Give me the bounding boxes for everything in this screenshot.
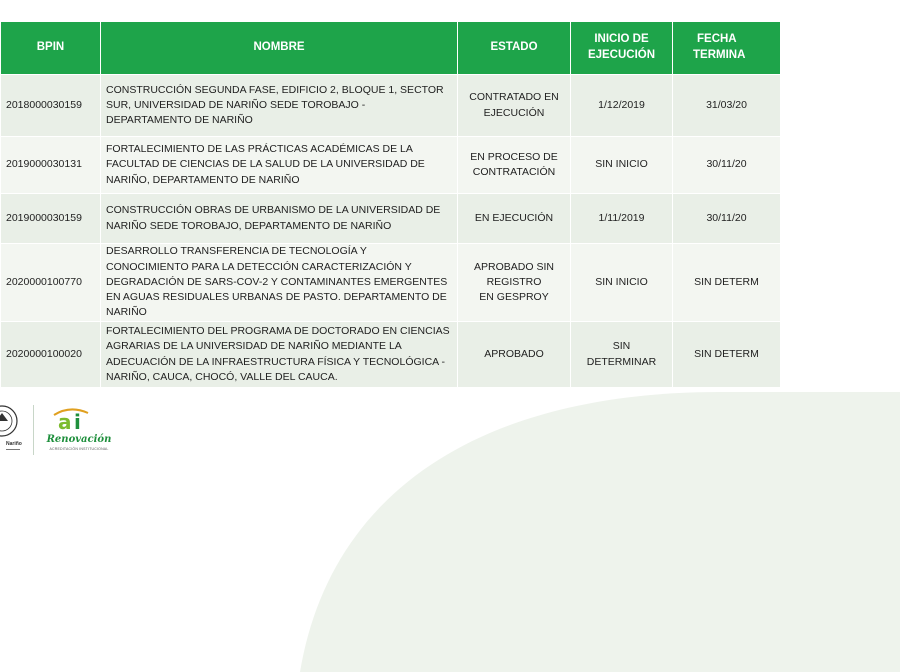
svg-text:Nariño: Nariño xyxy=(6,441,22,447)
nombre-cell: CONSTRUCCIÓN SEGUNDA FASE, EDIFICIO 2, BLOQUE 1, SECTOR SUR, UNIVERSIDAD DE NARIÑO SEDE TOROBAJO - DEPARTAMENTO DE NARIÑO xyxy=(101,75,458,137)
inicio-header-line1: INICIO DE xyxy=(594,33,649,46)
fecha-cell: SIN DETERM xyxy=(673,244,781,322)
svg-text:a: a xyxy=(58,410,72,434)
estado-cell: APROBADO xyxy=(458,322,571,388)
estado-cell: CONTRATADO EN EJECUCIÓN xyxy=(458,75,571,137)
table-row xyxy=(1,244,781,322)
nombre-cell: FORTALECIMIENTO DE LAS PRÁCTICAS ACADÉMICAS DE LA FACULTAD DE CIENCIAS DE LA SALUD DE LA UNIVERSIDAD DE NARIÑO, DEPARTAMENTO DE NARIÑO xyxy=(101,137,458,194)
renovacion-logo-word: Renovación xyxy=(46,434,112,445)
nombre-cell: FORTALECIMIENTO DEL PROGRAMA DE DOCTORADO EN CIENCIAS AGRARIAS DE LA UNIVERSIDAD DE NARIÑO MEDIANTE LA ADECUACIÓN DE LA INFRAESTRUCTURA FÍSICA Y TECNOLÓGICA - NARIÑO, CAUCA, CHOCÓ, VALLE DEL CAUCA. xyxy=(101,322,458,388)
column-header-bpin: BPIN xyxy=(1,22,101,75)
table-row xyxy=(1,194,781,244)
renovacion-logo-subtitle: ACREDITACIÓN INSTITUCIONAL xyxy=(49,447,109,451)
inicio-line: SIN xyxy=(612,340,631,353)
column-header-nombre: NOMBRE xyxy=(101,22,458,75)
estado-line: EN GESPROY xyxy=(479,291,549,304)
fecha-header-line1: FECHA xyxy=(697,33,737,46)
bpin-cell: 2019000030159 xyxy=(1,194,101,244)
estado-cell: EN EJECUCIÓN xyxy=(458,194,571,244)
inicio-cell: SIN INICIO xyxy=(571,244,673,322)
inicio-line: DETERMINAR xyxy=(586,355,657,368)
footer-decorative-curve xyxy=(300,372,900,672)
table-header-row xyxy=(1,22,781,75)
estado-cell xyxy=(458,244,571,322)
column-header-estado: ESTADO xyxy=(458,22,571,75)
nombre-cell: CONSTRUCCIÓN OBRAS DE URBANISMO DE LA UNIVERSIDAD DE NARIÑO SEDE TOROBAJO, DEPARTAMENTO DE NARIÑO xyxy=(101,194,458,244)
projects-table xyxy=(0,21,781,388)
inicio-cell xyxy=(571,322,673,388)
fecha-cell: 30/11/20 xyxy=(673,137,781,194)
column-header-inicio-ejecucion xyxy=(571,22,673,75)
estado-line: REGISTRO xyxy=(486,275,542,288)
top-bar xyxy=(0,0,741,20)
estado-cell: EN PROCESO DE CONTRATACIÓN xyxy=(458,137,571,194)
svg-text:i: i xyxy=(74,410,81,434)
column-header-fecha-terminacion xyxy=(673,22,781,75)
estado-line: APROBADO SIN xyxy=(474,260,554,273)
bpin-cell: 2020000100770 xyxy=(1,244,101,322)
table-row xyxy=(1,137,781,194)
bpin-cell: 2020000100020 xyxy=(1,322,101,388)
logo-divider xyxy=(33,405,34,455)
inicio-cell: 1/11/2019 xyxy=(571,194,673,244)
fecha-cell: 31/03/20 xyxy=(673,75,781,137)
inicio-cell: 1/12/2019 xyxy=(571,75,673,137)
fecha-cell: 30/11/20 xyxy=(673,194,781,244)
bpin-cell: 2018000030159 xyxy=(1,75,101,137)
university-seal-logo xyxy=(0,403,30,457)
fecha-header-line2: TERMINA xyxy=(693,49,746,61)
nombre-cell: DESARROLLO TRANSFERENCIA DE TECNOLOGÍA Y CONOCIMIENTO PARA LA DETECCIÓN CARACTERIZACIÓN Y DEGRADACIÓN DE SARS-COV-2 Y CONTAMINANTES EMERGENTES EN AGUAS RESIDUALES URBANAS DE PASTO. DEPARTAMENTO DE NARIÑO xyxy=(101,244,458,322)
bpin-cell: 2019000030131 xyxy=(1,137,101,194)
table-row xyxy=(1,322,781,388)
fecha-cell: SIN DETERM xyxy=(673,322,781,388)
inicio-header-line2: EJECUCIÓN xyxy=(587,49,656,61)
table-row xyxy=(1,75,781,137)
inicio-cell: SIN INICIO xyxy=(571,137,673,194)
